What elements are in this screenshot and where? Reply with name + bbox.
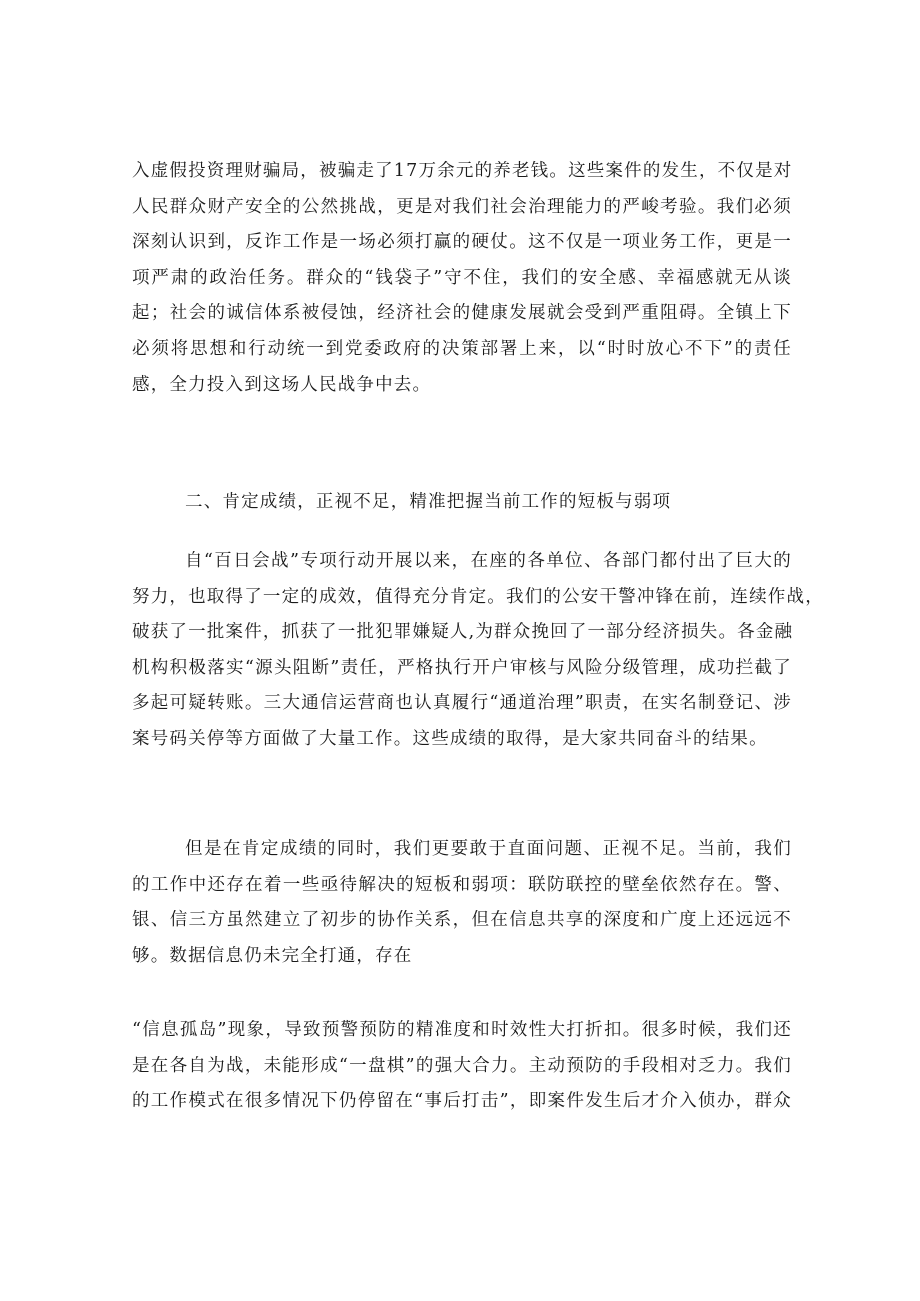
text-line: 起；社会的诚信体系被侵蚀，经济社会的健康发展就会受到严重阻碍。全镇上下 bbox=[132, 303, 792, 324]
paragraph-1 bbox=[132, 154, 792, 403]
text-line: 银、信三方虽然建立了初步的协作关系，但在信息共享的深度和广度上还远远不 bbox=[132, 910, 792, 931]
text-line: 人民群众财产安全的公然挑战，更是对我们社会治理能力的严峻考验。我们必须 bbox=[132, 196, 792, 217]
text-line: 是在各自为战，未能形成“一盘棋”的强大合力。主动预防的手段相对乏力。我们 bbox=[132, 1055, 792, 1076]
section-heading bbox=[132, 485, 792, 521]
text-line: 深刻认识到，反诈工作是一场必须打赢的硬仗。这不仅是一项业务工作，更是一 bbox=[132, 232, 792, 253]
text-line: 自“百日会战”专项行动开展以来，在座的各单位、各部门都付出了巨大的 bbox=[185, 551, 792, 571]
text-line: 感，全力投入到这场人民战争中去。 bbox=[132, 374, 432, 395]
text-line: 项严肃的政治任务。群众的“钱袋子”守不住，我们的安全感、幸福感就无从谈 bbox=[132, 267, 792, 288]
text-line: 多起可疑转账。三大通信运营商也认真履行“通道治理”职责，在实名制登记、涉 bbox=[132, 693, 792, 714]
text-line: 的工作模式在很多情况下仍停留在“事后打击”，即案件发生后才介入侦办，群众 bbox=[132, 1091, 792, 1112]
paragraph-4 bbox=[132, 1013, 792, 1120]
text-line: 案号码关停等方面做了大量工作。这些成绩的取得，是大家共同奋斗的结果。 bbox=[132, 728, 768, 749]
paragraph-3 bbox=[132, 832, 792, 974]
text-line: 破获了一批案件，抓获了一批犯罪嫌疑人,为群众挽回了一部分经济损失。各金融 bbox=[132, 622, 794, 643]
text-line: 但是在肯定成绩的同时，我们更要敢于直面问题、正视不足。当前，我们 bbox=[185, 839, 792, 859]
paragraph-2 bbox=[132, 544, 824, 758]
text-line: 机构积极落实“源头阻断”责任，严格执行开户审核与风险分级管理，成功拦截了 bbox=[132, 657, 792, 678]
text-line: “信息孤岛”现象，导致预警预防的精准度和时效性大打折扣。很多时候，我们还 bbox=[132, 1020, 792, 1040]
text-line: 够。数据信息仍未完全打通，存在 bbox=[132, 945, 413, 966]
text-line: 努力，也取得了一定的成效，值得充分肯定。我们的公安干警冲锋在前，连续作战， bbox=[132, 586, 824, 607]
text-line: 入虚假投资理财骗局，被骗走了17万余元的养老钱。这些案件的发生，不仅是对 bbox=[132, 161, 793, 181]
text-line: 必须将思想和行动统一到党委政府的决策部署上来，以“时时放心不下”的责任 bbox=[132, 338, 792, 359]
text-line: 的工作中还存在着一些亟待解决的短板和弱项：联防联控的壁垒依然存在。警、 bbox=[132, 874, 792, 895]
heading-text: 二、肯定成绩，正视不足，精准把握当前工作的短板与弱项 bbox=[185, 492, 672, 512]
